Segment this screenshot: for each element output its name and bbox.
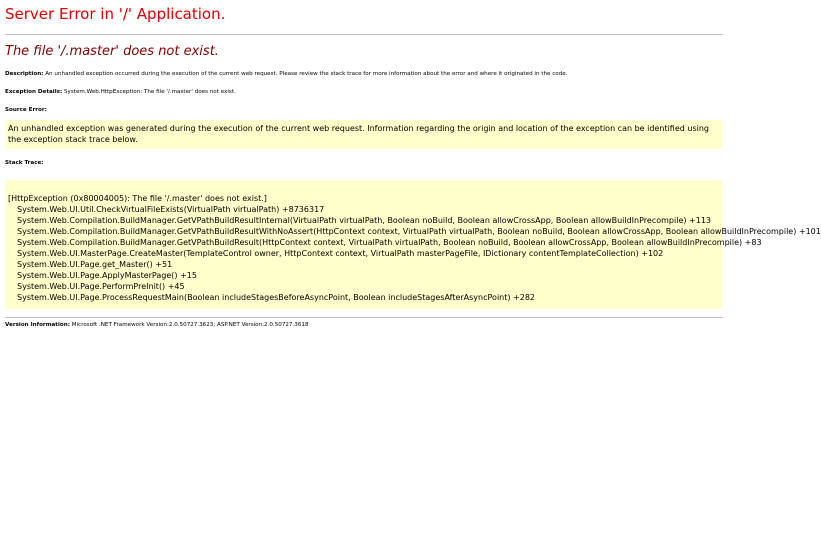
description-text: An unhandled exception occurred during the execution of the current web request. Please review the stack trace for more information about the error and where it originated in the code.	[45, 71, 568, 77]
stack-trace-line: System.Web.UI.Page.ProcessRequestMain(Boolean includeStagesBeforeAsyncPoint, Boolean includeStagesAfterAsyncPoint) +282	[17, 293, 536, 302]
description-label: Description:	[5, 71, 44, 77]
stack-trace-line: System.Web.Compilation.BuildManager.GetVPathBuildResult(HttpContext context, VirtualPath virtualPath, Boolean noBuild, Boolean allowCrossApp, Boolean allowBuildInPrecompile) +83	[17, 238, 762, 247]
stack-trace-line: System.Web.UI.Util.CheckVirtualFileExists(VirtualPath virtualPath) +8736317	[17, 205, 325, 214]
stack-trace-line: System.Web.UI.Page.PerformPreInit() +45	[17, 282, 185, 291]
version-label: Version Information:	[5, 322, 70, 328]
page-title: Server Error in '/' Application.	[5, 5, 226, 23]
exception-details-line	[5, 88, 722, 96]
version-text: Microsoft .NET Framework Version:2.0.50727.3623; ASP.NET Version:2.0.50727.3618	[71, 322, 309, 328]
stack-trace-line: System.Web.UI.Page.get_Master() +51	[17, 260, 173, 269]
source-error-label: Source Error:	[5, 107, 47, 113]
stack-trace-line: System.Web.Compilation.BuildManager.GetVPathBuildResultWithNoAssert(HttpContext context, VirtualPath virtualPath, Boolean noBuild, Boolean allowCrossApp, Boolean allowBuildInPrecompile) +101	[17, 227, 821, 236]
stack-trace-line: [HttpException (0x80004005): The file '/.master' does not exist.]	[8, 194, 267, 203]
source-error-text: An unhandled exception was generated during the execution of the current web request. Information regarding the origin and location of the exception can be identified using the exception stack trace below.	[8, 124, 709, 144]
source-error-box	[5, 120, 722, 149]
version-information	[5, 321, 722, 329]
stack-trace-label: Stack Trace:	[5, 160, 44, 166]
title-divider	[5, 34, 723, 35]
footer-divider	[5, 317, 723, 318]
stack-trace-line: System.Web.UI.MasterPage.CreateMaster(TemplateControl owner, HttpContext context, VirtualPath masterPageFile, IDictionary contentTemplateCollection) +102	[17, 249, 664, 258]
stack-trace-line: System.Web.UI.Page.ApplyMasterPage() +15	[17, 271, 197, 280]
exception-details-text: System.Web.HttpException: The file '/.master' does not exist.	[63, 89, 236, 95]
error-heading: The file '/.master' does not exist.	[5, 44, 219, 59]
stack-trace-line: System.Web.Compilation.BuildManager.GetVPathBuildResultInternal(VirtualPath virtualPath, Boolean noBuild, Boolean allowCrossApp, Boolean allowBuildInPrecompile) +113	[17, 216, 711, 225]
description-line	[5, 70, 722, 78]
stack-trace-box	[5, 180, 821, 309]
exception-details-label: Exception Details:	[5, 89, 63, 95]
